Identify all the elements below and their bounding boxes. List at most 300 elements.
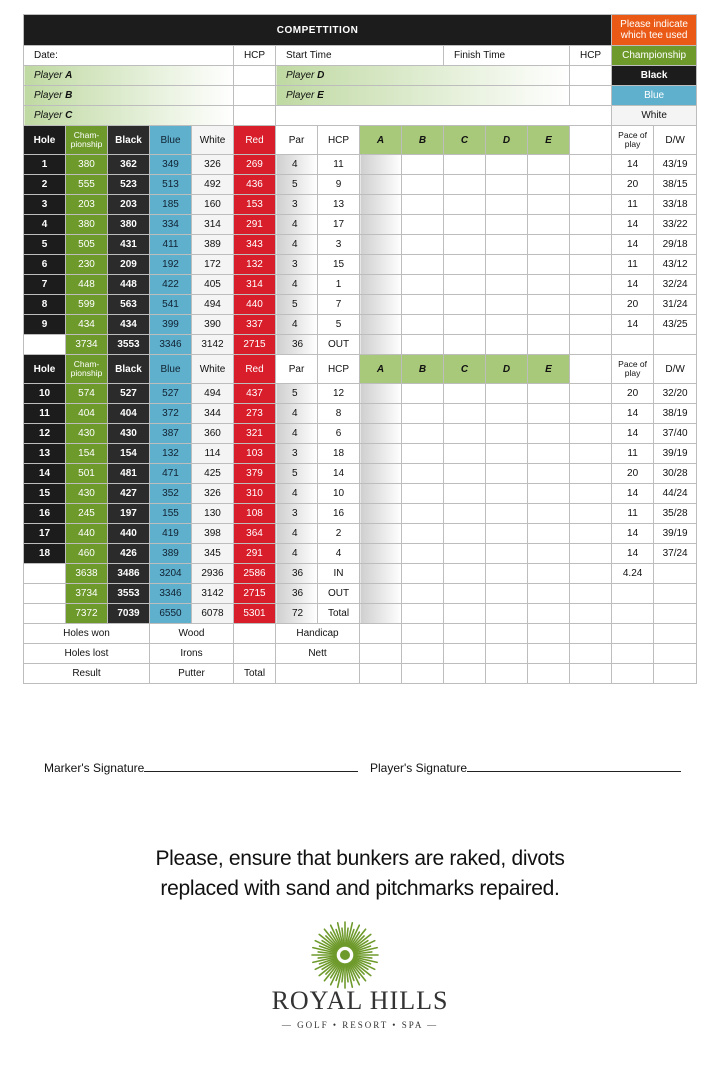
score-total-d[interactable] bbox=[486, 604, 528, 624]
blue-distance: 334 bbox=[150, 215, 192, 235]
tee-option-championship[interactable]: Championship bbox=[612, 46, 697, 66]
white-distance: 390 bbox=[192, 315, 234, 335]
handicap-c[interactable] bbox=[444, 624, 486, 644]
score-cell-e[interactable] bbox=[528, 444, 570, 464]
blank-cell bbox=[570, 464, 612, 484]
nett-a[interactable] bbox=[360, 644, 402, 664]
blank-cell bbox=[570, 235, 612, 255]
irons-label: Irons bbox=[150, 644, 234, 664]
hcp-value: 8 bbox=[318, 404, 360, 424]
blue-distance: 527 bbox=[150, 384, 192, 404]
blank-cell bbox=[570, 484, 612, 504]
nett-c[interactable] bbox=[444, 644, 486, 664]
score-cell-b[interactable] bbox=[402, 315, 444, 335]
par-value: 5 bbox=[276, 384, 318, 404]
player-signature-line[interactable] bbox=[370, 760, 681, 775]
blue-total: 3346 bbox=[150, 584, 192, 604]
blank-cell bbox=[570, 355, 612, 384]
score-cell-e[interactable] bbox=[528, 404, 570, 424]
score-total-a[interactable] bbox=[360, 604, 402, 624]
hole-number: 11 bbox=[24, 404, 66, 424]
col-hcp-header: HCP bbox=[318, 126, 360, 155]
col-player-a-header: A bbox=[360, 355, 402, 384]
score-cell-b[interactable] bbox=[402, 155, 444, 175]
finish-time-field[interactable]: Finish Time bbox=[444, 46, 570, 66]
par-value: 4 bbox=[276, 315, 318, 335]
score-total-a[interactable] bbox=[360, 335, 402, 355]
blank-cell bbox=[402, 664, 444, 684]
white-distance: 160 bbox=[192, 195, 234, 215]
blue-distance: 399 bbox=[150, 315, 192, 335]
red-distance: 436 bbox=[234, 175, 276, 195]
score-cell-a[interactable] bbox=[360, 195, 402, 215]
red-distance: 291 bbox=[234, 544, 276, 564]
hcp-value: 16 bbox=[318, 504, 360, 524]
score-cell-d[interactable] bbox=[486, 195, 528, 215]
score-cell-d[interactable] bbox=[486, 215, 528, 235]
white-distance: 405 bbox=[192, 275, 234, 295]
championship-distance: 440 bbox=[66, 524, 108, 544]
score-cell-b[interactable] bbox=[402, 235, 444, 255]
col-blue-header: Blue bbox=[150, 355, 192, 384]
hole-number: 16 bbox=[24, 504, 66, 524]
irons-value[interactable] bbox=[234, 644, 276, 664]
col-dw-header: D/W bbox=[654, 355, 697, 384]
player-d-field[interactable]: Player D bbox=[276, 66, 570, 86]
hole-row bbox=[24, 195, 697, 215]
blank-cell bbox=[654, 335, 697, 355]
score-cell-d[interactable] bbox=[486, 524, 528, 544]
score-cell-b[interactable] bbox=[402, 464, 444, 484]
score-cell-e[interactable] bbox=[528, 544, 570, 564]
score-cell-a[interactable] bbox=[360, 215, 402, 235]
col-black-header: Black bbox=[108, 126, 150, 155]
player-c-hcp[interactable] bbox=[234, 106, 276, 126]
par-total: 36 bbox=[276, 564, 318, 584]
hole-row bbox=[24, 155, 697, 175]
handicap-b[interactable] bbox=[402, 624, 444, 644]
score-total-d[interactable] bbox=[486, 335, 528, 355]
col-white-header: White bbox=[192, 126, 234, 155]
white-distance: 398 bbox=[192, 524, 234, 544]
hcp-value: 5 bbox=[318, 315, 360, 335]
holes-won-label: Holes won bbox=[24, 624, 150, 644]
score-cell-c[interactable] bbox=[444, 504, 486, 524]
in-total-row bbox=[24, 564, 697, 584]
wood-value[interactable] bbox=[234, 624, 276, 644]
score-cell-a[interactable] bbox=[360, 235, 402, 255]
par-value: 5 bbox=[276, 175, 318, 195]
score-cell-c[interactable] bbox=[444, 424, 486, 444]
score-cell-d[interactable] bbox=[486, 404, 528, 424]
score-total-e[interactable] bbox=[528, 335, 570, 355]
blue-total: 3204 bbox=[150, 564, 192, 584]
handicap-a[interactable] bbox=[360, 624, 402, 644]
score-total-b[interactable] bbox=[402, 564, 444, 584]
score-cell-e[interactable] bbox=[528, 235, 570, 255]
pace-value: 20 bbox=[612, 295, 654, 315]
par-value: 4 bbox=[276, 275, 318, 295]
score-total-b[interactable] bbox=[402, 604, 444, 624]
red-distance: 379 bbox=[234, 464, 276, 484]
score-cell-d[interactable] bbox=[486, 155, 528, 175]
hole-number: 7 bbox=[24, 275, 66, 295]
dw-value: 44/24 bbox=[654, 484, 697, 504]
dw-value: 32/24 bbox=[654, 275, 697, 295]
score-cell-d[interactable] bbox=[486, 315, 528, 335]
score-cell-d[interactable] bbox=[486, 295, 528, 315]
player-a-field[interactable]: Player A bbox=[24, 66, 234, 86]
score-cell-c[interactable] bbox=[444, 404, 486, 424]
score-cell-c[interactable] bbox=[444, 155, 486, 175]
score-cell-d[interactable] bbox=[486, 255, 528, 275]
score-cell-e[interactable] bbox=[528, 524, 570, 544]
blank-cell bbox=[570, 384, 612, 404]
white-distance: 360 bbox=[192, 424, 234, 444]
blue-distance: 513 bbox=[150, 175, 192, 195]
score-cell-b[interactable] bbox=[402, 504, 444, 524]
col-dw-header: D/W bbox=[654, 126, 697, 155]
score-cell-e[interactable] bbox=[528, 195, 570, 215]
score-cell-e[interactable] bbox=[528, 255, 570, 275]
score-cell-a[interactable] bbox=[360, 424, 402, 444]
nett-d[interactable] bbox=[486, 644, 528, 664]
white-distance: 326 bbox=[192, 155, 234, 175]
hcp-label: HCP bbox=[234, 46, 276, 66]
black-distance: 563 bbox=[108, 295, 150, 315]
score-cell-c[interactable] bbox=[444, 295, 486, 315]
score-cell-c[interactable] bbox=[444, 544, 486, 564]
pace-value: 11 bbox=[612, 195, 654, 215]
tee-option-blue[interactable]: Blue bbox=[612, 86, 697, 106]
col-championship-header: Cham-pionship bbox=[66, 126, 108, 155]
score-cell-d[interactable] bbox=[486, 484, 528, 504]
marker-signature-line[interactable] bbox=[44, 760, 358, 775]
red-distance: 343 bbox=[234, 235, 276, 255]
par-value: 4 bbox=[276, 544, 318, 564]
notice-line-1: Please, ensure that bunkers are raked, divots bbox=[155, 847, 565, 870]
red-distance: 269 bbox=[234, 155, 276, 175]
score-cell-c[interactable] bbox=[444, 524, 486, 544]
col-championship-header: Cham-pionship bbox=[66, 355, 108, 384]
col-hcp-header: HCP bbox=[318, 355, 360, 384]
score-cell-c[interactable] bbox=[444, 464, 486, 484]
blue-distance: 132 bbox=[150, 444, 192, 464]
score-cell-a[interactable] bbox=[360, 315, 402, 335]
score-cell-e[interactable] bbox=[528, 215, 570, 235]
pace-value: 20 bbox=[612, 464, 654, 484]
par-value: 4 bbox=[276, 524, 318, 544]
brand-tagline: — GOLF • RESORT • SPA — bbox=[281, 1020, 439, 1030]
score-total-e[interactable] bbox=[528, 604, 570, 624]
score-cell-e[interactable] bbox=[528, 155, 570, 175]
score-cell-a[interactable] bbox=[360, 504, 402, 524]
score-total-d[interactable] bbox=[486, 584, 528, 604]
hole-row bbox=[24, 255, 697, 275]
score-cell-e[interactable] bbox=[528, 315, 570, 335]
blank-cell bbox=[654, 604, 697, 624]
blank-cell bbox=[612, 664, 654, 684]
blank-cell bbox=[570, 126, 612, 155]
hole-row bbox=[24, 524, 697, 544]
hole-row bbox=[24, 315, 697, 335]
pace-value: 11 bbox=[612, 255, 654, 275]
player-b-field[interactable]: Player B bbox=[24, 86, 234, 106]
red-distance: 132 bbox=[234, 255, 276, 275]
putter-label: Putter bbox=[150, 664, 234, 684]
player-d-hcp[interactable] bbox=[570, 66, 612, 86]
blank-cell bbox=[570, 295, 612, 315]
score-cell-d[interactable] bbox=[486, 235, 528, 255]
player-signature-underline bbox=[467, 760, 681, 772]
notice-line-2: replaced with sand and pitchmarks repaired. bbox=[160, 877, 560, 900]
blank-cell bbox=[570, 195, 612, 215]
score-cell-c[interactable] bbox=[444, 175, 486, 195]
pace-total bbox=[612, 604, 654, 624]
hcp-value: 4 bbox=[318, 544, 360, 564]
blank-cell bbox=[486, 664, 528, 684]
score-cell-c[interactable] bbox=[444, 255, 486, 275]
blank-cell bbox=[570, 255, 612, 275]
score-cell-c[interactable] bbox=[444, 235, 486, 255]
score-cell-b[interactable] bbox=[402, 424, 444, 444]
hcp-value: 2 bbox=[318, 524, 360, 544]
black-distance: 427 bbox=[108, 484, 150, 504]
score-cell-a[interactable] bbox=[360, 444, 402, 464]
par-value: 4 bbox=[276, 215, 318, 235]
score-cell-c[interactable] bbox=[444, 215, 486, 235]
blank-cell bbox=[570, 424, 612, 444]
score-cell-c[interactable] bbox=[444, 275, 486, 295]
black-distance: 440 bbox=[108, 524, 150, 544]
score-cell-b[interactable] bbox=[402, 404, 444, 424]
score-cell-b[interactable] bbox=[402, 444, 444, 464]
black-distance: 481 bbox=[108, 464, 150, 484]
score-cell-a[interactable] bbox=[360, 155, 402, 175]
score-cell-b[interactable] bbox=[402, 275, 444, 295]
red-total: 2586 bbox=[234, 564, 276, 584]
hole-number: 14 bbox=[24, 464, 66, 484]
score-cell-b[interactable] bbox=[402, 295, 444, 315]
score-cell-e[interactable] bbox=[528, 384, 570, 404]
hcp-value: 18 bbox=[318, 444, 360, 464]
score-cell-e[interactable] bbox=[528, 484, 570, 504]
blank-cell bbox=[570, 315, 612, 335]
col-player-b-header: B bbox=[402, 126, 444, 155]
score-cell-b[interactable] bbox=[402, 255, 444, 275]
hole-number: 18 bbox=[24, 544, 66, 564]
score-cell-a[interactable] bbox=[360, 544, 402, 564]
pace-value: 14 bbox=[612, 544, 654, 564]
pace-value: 14 bbox=[612, 315, 654, 335]
score-total-c[interactable] bbox=[444, 564, 486, 584]
score-cell-d[interactable] bbox=[486, 175, 528, 195]
black-distance: 527 bbox=[108, 384, 150, 404]
championship-distance: 574 bbox=[66, 384, 108, 404]
score-cell-a[interactable] bbox=[360, 175, 402, 195]
championship-distance: 460 bbox=[66, 544, 108, 564]
score-total-c[interactable] bbox=[444, 604, 486, 624]
date-field[interactable]: Date: bbox=[24, 46, 234, 66]
hole-row bbox=[24, 484, 697, 504]
total-label: OUT bbox=[318, 335, 360, 355]
score-total-c[interactable] bbox=[444, 335, 486, 355]
player-a-hcp[interactable] bbox=[234, 66, 276, 86]
col-player-c-header: C bbox=[444, 126, 486, 155]
hcp-value: 10 bbox=[318, 484, 360, 504]
blue-distance: 389 bbox=[150, 544, 192, 564]
score-total-a[interactable] bbox=[360, 584, 402, 604]
score-cell-c[interactable] bbox=[444, 195, 486, 215]
pace-value: 14 bbox=[612, 275, 654, 295]
championship-distance: 505 bbox=[66, 235, 108, 255]
score-cell-a[interactable] bbox=[360, 484, 402, 504]
score-cell-d[interactable] bbox=[486, 275, 528, 295]
hole-row bbox=[24, 424, 697, 444]
score-cell-b[interactable] bbox=[402, 484, 444, 504]
pace-total: 4.24 bbox=[612, 564, 654, 584]
score-total-b[interactable] bbox=[402, 584, 444, 604]
blue-total: 3346 bbox=[150, 335, 192, 355]
dw-value: 38/15 bbox=[654, 175, 697, 195]
blank-cell bbox=[444, 664, 486, 684]
score-cell-a[interactable] bbox=[360, 295, 402, 315]
par-total: 72 bbox=[276, 604, 318, 624]
out-total-row bbox=[24, 335, 697, 355]
black-distance: 203 bbox=[108, 195, 150, 215]
score-cell-b[interactable] bbox=[402, 175, 444, 195]
pace-total bbox=[612, 335, 654, 355]
championship-distance: 430 bbox=[66, 484, 108, 504]
blank-cell bbox=[612, 624, 654, 644]
pace-value: 14 bbox=[612, 424, 654, 444]
hole-number: 15 bbox=[24, 484, 66, 504]
score-total-e[interactable] bbox=[528, 584, 570, 604]
hole-row bbox=[24, 444, 697, 464]
hole-number: 13 bbox=[24, 444, 66, 464]
red-distance: 291 bbox=[234, 215, 276, 235]
championship-total: 3638 bbox=[66, 564, 108, 584]
score-cell-c[interactable] bbox=[444, 444, 486, 464]
score-cell-b[interactable] bbox=[402, 524, 444, 544]
score-cell-a[interactable] bbox=[360, 384, 402, 404]
player-c-field[interactable]: Player C bbox=[24, 106, 234, 126]
dw-value: 33/22 bbox=[654, 215, 697, 235]
score-cell-a[interactable] bbox=[360, 275, 402, 295]
score-cell-c[interactable] bbox=[444, 484, 486, 504]
score-cell-b[interactable] bbox=[402, 215, 444, 235]
blue-distance: 419 bbox=[150, 524, 192, 544]
pace-value: 14 bbox=[612, 484, 654, 504]
score-cell-d[interactable] bbox=[486, 444, 528, 464]
player-e-field[interactable]: Player E bbox=[276, 86, 570, 106]
start-time-field[interactable]: Start Time bbox=[276, 46, 444, 66]
score-cell-e[interactable] bbox=[528, 464, 570, 484]
red-total: 2715 bbox=[234, 584, 276, 604]
score-cell-b[interactable] bbox=[402, 544, 444, 564]
blank-cell bbox=[612, 644, 654, 664]
score-cell-c[interactable] bbox=[444, 315, 486, 335]
score-cell-e[interactable] bbox=[528, 175, 570, 195]
pace-value: 20 bbox=[612, 384, 654, 404]
hole-number: 3 bbox=[24, 195, 66, 215]
score-cell-e[interactable] bbox=[528, 295, 570, 315]
score-cell-a[interactable] bbox=[360, 524, 402, 544]
championship-total: 3734 bbox=[66, 584, 108, 604]
blank-cell bbox=[528, 664, 570, 684]
scorecard-table bbox=[23, 14, 697, 684]
red-distance: 437 bbox=[234, 384, 276, 404]
tee-option-white[interactable]: White bbox=[612, 106, 697, 126]
score-total-b[interactable] bbox=[402, 335, 444, 355]
score-total-e[interactable] bbox=[528, 564, 570, 584]
black-distance: 380 bbox=[108, 215, 150, 235]
score-cell-d[interactable] bbox=[486, 424, 528, 444]
score-cell-e[interactable] bbox=[528, 504, 570, 524]
score-cell-d[interactable] bbox=[486, 504, 528, 524]
nett-label: Nett bbox=[276, 644, 360, 664]
dw-value: 38/19 bbox=[654, 404, 697, 424]
dw-value: 31/24 bbox=[654, 295, 697, 315]
blank-cell bbox=[570, 644, 612, 664]
black-total: 3553 bbox=[108, 584, 150, 604]
score-cell-e[interactable] bbox=[528, 275, 570, 295]
wood-label: Wood bbox=[150, 624, 234, 644]
score-total-d[interactable] bbox=[486, 564, 528, 584]
dw-value: 43/12 bbox=[654, 255, 697, 275]
handicap-e[interactable] bbox=[528, 624, 570, 644]
hole-row bbox=[24, 384, 697, 404]
player-e-hcp[interactable] bbox=[570, 86, 612, 106]
dw-value: 33/18 bbox=[654, 195, 697, 215]
col-pace-header: Pace of play bbox=[612, 355, 654, 384]
col-player-e-header: E bbox=[528, 355, 570, 384]
white-distance: 172 bbox=[192, 255, 234, 275]
nett-e[interactable] bbox=[528, 644, 570, 664]
nett-b[interactable] bbox=[402, 644, 444, 664]
score-total-a[interactable] bbox=[360, 564, 402, 584]
score-cell-a[interactable] bbox=[360, 464, 402, 484]
score-cell-a[interactable] bbox=[360, 404, 402, 424]
score-cell-b[interactable] bbox=[402, 195, 444, 215]
score-cell-d[interactable] bbox=[486, 384, 528, 404]
blank-cell bbox=[570, 404, 612, 424]
score-cell-a[interactable] bbox=[360, 255, 402, 275]
dw-value: 37/40 bbox=[654, 424, 697, 444]
score-cell-c[interactable] bbox=[444, 384, 486, 404]
player-b-hcp[interactable] bbox=[234, 86, 276, 106]
white-distance: 326 bbox=[192, 484, 234, 504]
score-cell-d[interactable] bbox=[486, 464, 528, 484]
blank-cell bbox=[570, 604, 612, 624]
score-total-c[interactable] bbox=[444, 584, 486, 604]
championship-distance: 430 bbox=[66, 424, 108, 444]
championship-distance: 154 bbox=[66, 444, 108, 464]
par-value: 4 bbox=[276, 424, 318, 444]
blank-cell bbox=[24, 335, 66, 355]
white-distance: 494 bbox=[192, 384, 234, 404]
score-cell-d[interactable] bbox=[486, 544, 528, 564]
tee-option-black[interactable]: Black bbox=[612, 66, 697, 86]
hcp-label-2: HCP bbox=[570, 46, 612, 66]
blank-cell bbox=[654, 664, 697, 684]
championship-distance: 380 bbox=[66, 155, 108, 175]
handicap-d[interactable] bbox=[486, 624, 528, 644]
score-cell-b[interactable] bbox=[402, 384, 444, 404]
red-distance: 321 bbox=[234, 424, 276, 444]
hcp-value: 12 bbox=[318, 384, 360, 404]
score-cell-e[interactable] bbox=[528, 424, 570, 444]
